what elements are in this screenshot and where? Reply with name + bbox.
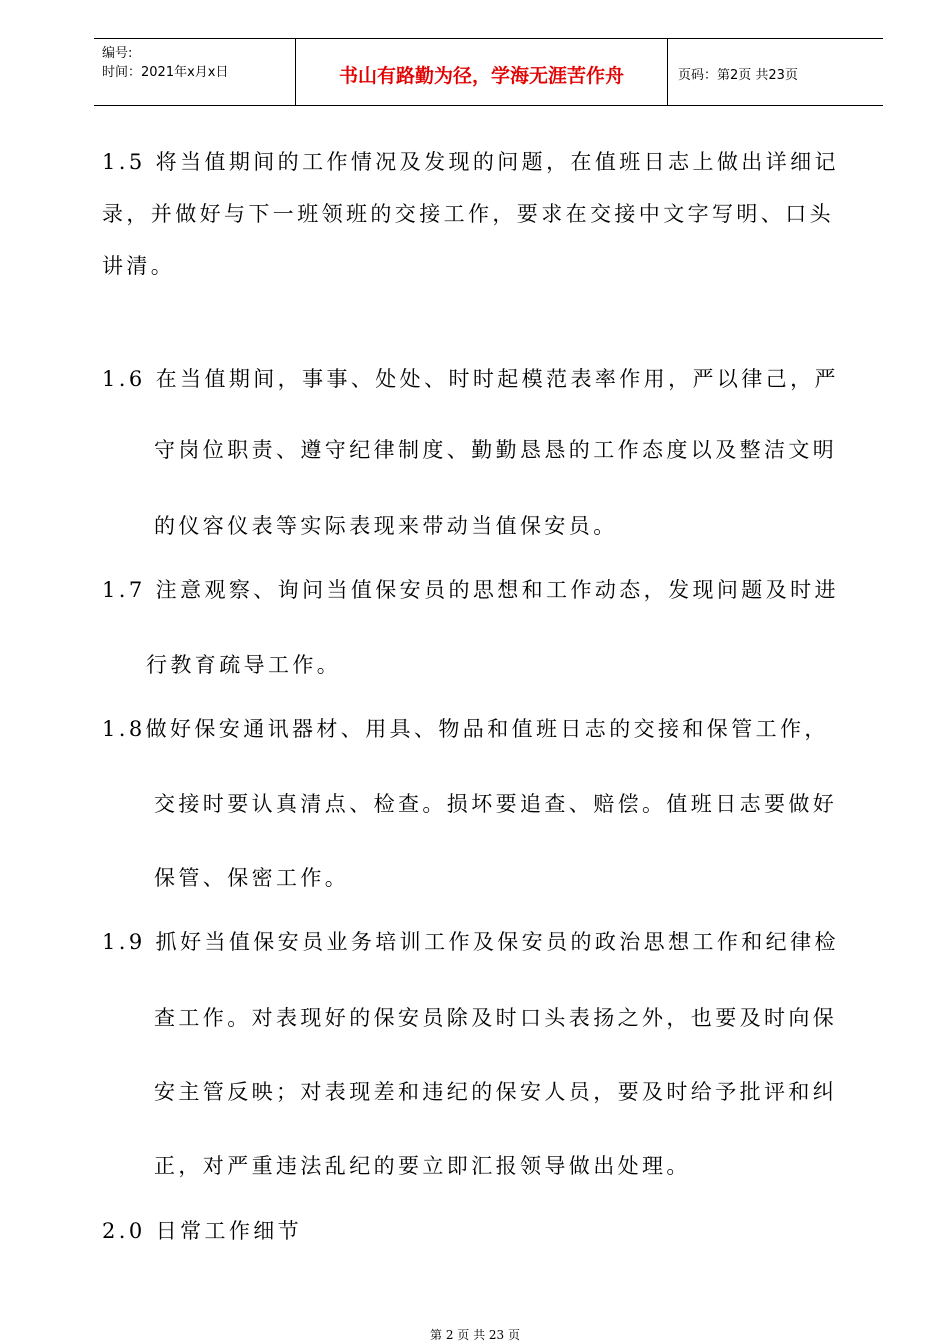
header-motto: 书山有路勤为径，学海无涯苦作舟 [338,65,624,87]
body-line: 查工作。对表现好的保安员除及时口头表扬之外，也要及时向保 [154,1006,838,1030]
body-line: 行教育疏导工作。 [146,653,342,677]
body-line: 1.7 注意观察、询问当值保安员的思想和工作动态，发现问题及时进 [102,578,839,602]
body-line: 的仪容仪表等实际表现来带动当值保安员。 [154,514,618,538]
body-line: 讲清。 [102,254,176,278]
body-line: 录，并做好与下一班领班的交接工作，要求在交接中文字写明、口头 [102,202,834,226]
header-motto-cell [296,39,668,105]
section-heading: 2.0 日常工作细节 [102,1219,303,1243]
body-line: 保管、保密工作。 [154,866,350,890]
page-footer: 第 2 页 共 23 页 [430,1328,520,1342]
document-number-label: 编号: [102,46,133,61]
header-meta-cell [94,39,296,105]
body-line: 1.5 将当值期间的工作情况及发现的问题，在值班日志上做出详细记 [102,150,839,174]
document-time-label: 时间：2021年x月x日 [102,65,229,80]
body-line: 守岗位职责、遵守纪律制度、勤勤恳恳的工作态度以及整洁文明 [154,438,838,462]
body-line: 交接时要认真清点、检查。损坏要追查、赔偿。值班日志要做好 [154,792,838,816]
page-header [94,38,883,106]
body-line: 1.9 抓好当值保安员业务培训工作及保安员的政治思想工作和纪律检 [102,930,839,954]
header-page-info: 页码：第2页 共23页 [678,68,798,83]
body-line: 1.8做好保安通讯器材、用具、物品和值班日志的交接和保管工作， [102,717,829,741]
body-line: 1.6 在当值期间，事事、处处、时时起模范表率作用，严以律己，严 [102,367,839,391]
header-page-cell [668,39,883,105]
body-line: 正，对严重违法乱纪的要立即汇报领导做出处理。 [154,1154,691,1178]
body-line: 安主管反映；对表现差和违纪的保安人员，要及时给予批评和纠 [154,1080,838,1104]
